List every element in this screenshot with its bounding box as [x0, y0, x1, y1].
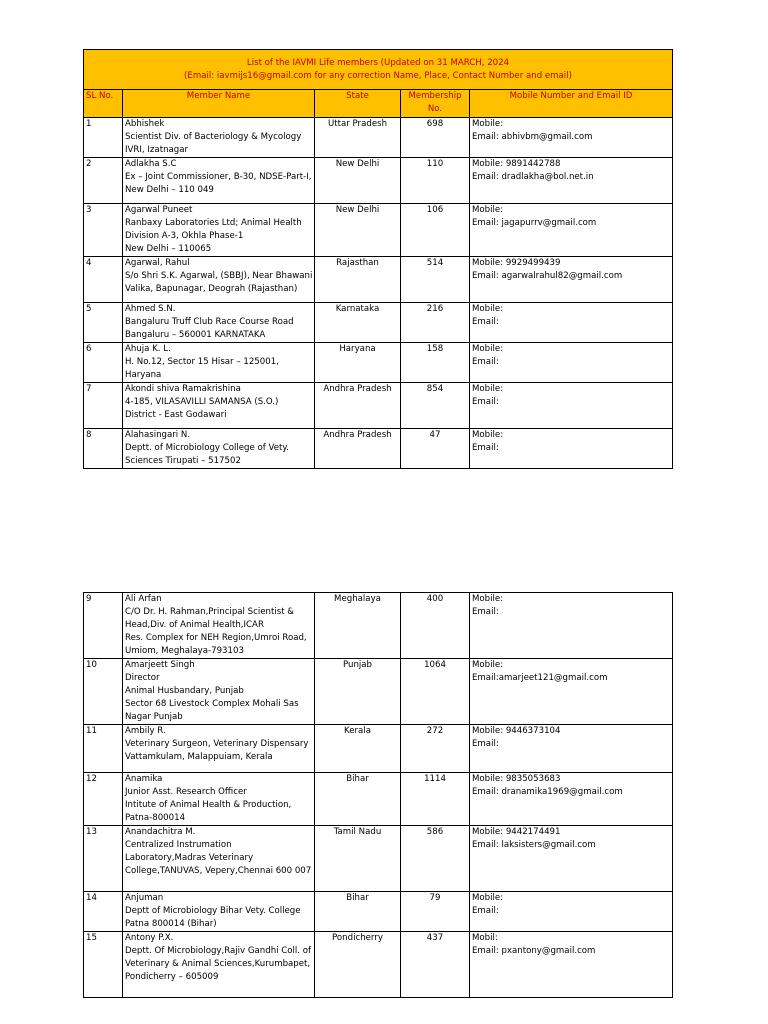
member-address-line: Umiom, Meghalaya-793103 — [125, 646, 244, 656]
member-address-line: H. No.12, Sector 15 Hisar – 125001, — [125, 357, 279, 367]
member-mobile: Mobile: — [472, 304, 504, 314]
members-table-page-2 — [83, 592, 673, 998]
member-mobile: Mobile: — [472, 660, 504, 670]
member-contact — [470, 429, 673, 469]
member-mobile: Mobile: — [472, 893, 504, 903]
member-row — [84, 892, 673, 932]
header-state: State — [315, 90, 401, 118]
member-membership-no: 1114 — [401, 773, 470, 826]
member-state: Haryana — [315, 343, 401, 383]
member-address-line: Nagar Punjab — [125, 712, 183, 722]
member-name-address — [123, 303, 315, 343]
member-mobile: Mobile: — [472, 344, 504, 354]
member-address-line: Sciences Tirupati – 517502 — [125, 456, 241, 466]
member-address-line: Deptt. of Microbiology College of Vety. — [125, 443, 289, 453]
member-name-address — [123, 257, 315, 303]
member-row — [84, 826, 673, 892]
member-address-line: Veterinary & Animal Sciences,Kurumbapet, — [125, 959, 311, 969]
member-email: Email: — [472, 397, 499, 407]
member-address-line: S/o Shri S.K. Agarwal, (SBBJ), Near Bhawani — [125, 271, 313, 281]
member-state: Uttar Pradesh — [315, 118, 401, 158]
member-name: Ambily R. — [125, 726, 166, 736]
member-address-line: 4-185, VILASAVILLI SAMANSA (S.O.) — [125, 397, 279, 407]
member-email: Email: — [472, 739, 499, 749]
member-contact — [470, 659, 673, 725]
member-row — [84, 303, 673, 343]
member-row — [84, 204, 673, 257]
member-name: Abhishek — [125, 119, 165, 129]
member-name-address — [123, 932, 315, 998]
member-contact — [470, 158, 673, 204]
list-title-line-2: (Email: iavmijs16@gmail.com for any correction Name, Place, Contact Number and email) — [184, 70, 572, 81]
member-name-address — [123, 158, 315, 204]
member-sl-no: 3 — [84, 204, 123, 257]
member-email: Email: — [472, 357, 499, 367]
member-contact — [470, 773, 673, 826]
member-sl-no: 1 — [84, 118, 123, 158]
member-address-line: Intitute of Animal Health & Production, — [125, 800, 292, 810]
member-state: Punjab — [315, 659, 401, 725]
member-address-line: Deptt of Microbiology Bihar Vety. College — [125, 906, 301, 916]
member-address-line: Pondicherry – 605009 — [125, 972, 219, 982]
title-row — [84, 50, 673, 90]
member-address-line: Deptt. Of Microbiology,Rajiv Gandhi Coll. of — [125, 946, 312, 956]
member-email: Email: — [472, 317, 499, 327]
member-email: Email: agarwalrahul82@gmail.com — [472, 271, 623, 281]
member-address-line: Scientist Div. of Bacteriology & Mycology — [125, 132, 302, 142]
member-name-address — [123, 343, 315, 383]
member-contact — [470, 725, 673, 773]
member-email: Email: — [472, 443, 499, 453]
member-name-address — [123, 773, 315, 826]
member-sl-no: 13 — [84, 826, 123, 892]
member-contact — [470, 932, 673, 998]
member-row — [84, 593, 673, 659]
member-name: Ali Arfan — [125, 594, 162, 604]
member-membership-no: 400 — [401, 593, 470, 659]
member-email: Email: jagapurrv@gmail.com — [472, 218, 597, 228]
member-sl-no: 4 — [84, 257, 123, 303]
member-email: Email: pxantony@gmail.com — [472, 946, 596, 956]
member-address-line: Ranbaxy Laboratories Ltd; Animal Health — [125, 218, 302, 228]
member-mobile: Mobile: 9929499439 — [472, 258, 561, 268]
member-mobile: Mobile: — [472, 119, 504, 129]
member-address-line: Sector 68 Livestock Complex Mohali Sas — [125, 699, 299, 709]
member-sl-no: 7 — [84, 383, 123, 429]
members-table-page-1 — [83, 49, 673, 469]
member-row — [84, 773, 673, 826]
member-address-line: New Delhi – 110065 — [125, 244, 212, 254]
header-contact: Mobile Number and Email ID — [470, 90, 673, 118]
member-sl-no: 12 — [84, 773, 123, 826]
member-mobile: Mobile: 9442174491 — [472, 827, 561, 837]
member-row — [84, 343, 673, 383]
member-row — [84, 257, 673, 303]
member-address-line: Animal Husbandary, Punjab — [125, 686, 244, 696]
member-address-line: Centralized Instrumation — [125, 840, 232, 850]
member-sl-no: 10 — [84, 659, 123, 725]
member-address-line: Head,Div. of Animal Health,ICAR — [125, 620, 264, 630]
member-mobile: Mobile: — [472, 384, 504, 394]
member-address-line: Division A-3, Okhla Phase-1 — [125, 231, 244, 241]
member-row — [84, 932, 673, 998]
member-contact — [470, 204, 673, 257]
member-membership-no: 110 — [401, 158, 470, 204]
member-row — [84, 725, 673, 773]
member-name: Anamika — [125, 774, 163, 784]
member-contact — [470, 118, 673, 158]
member-name-address — [123, 892, 315, 932]
member-contact — [470, 593, 673, 659]
member-address-line: Ex – Joint Commissioner, B-30, NDSE-Part-I, — [125, 172, 312, 182]
member-name-address — [123, 593, 315, 659]
member-name-address — [123, 429, 315, 469]
list-title — [84, 50, 673, 90]
member-address-line: Bangaluru Truff Club Race Course Road — [125, 317, 294, 327]
header-membership-line-1: Membership — [408, 91, 462, 101]
member-contact — [470, 343, 673, 383]
member-address-line: Valika, Bapunagar, Deograh (Rajasthan) — [125, 284, 298, 294]
member-row — [84, 659, 673, 725]
header-member-name: Member Name — [123, 90, 315, 118]
member-address-line: Veterinary Surgeon, Veterinary Dispensary — [125, 739, 309, 749]
member-name-address — [123, 826, 315, 892]
member-address-line: Junior Asst. Research Officer — [125, 787, 247, 797]
member-contact — [470, 257, 673, 303]
member-sl-no: 8 — [84, 429, 123, 469]
member-email: Email:amarjeet121@gmail.com — [472, 673, 608, 683]
member-email: Email: laksisters@gmail.com — [472, 840, 596, 850]
member-name: Ahmed S.N. — [125, 304, 176, 314]
member-name: Antony P.X. — [125, 933, 174, 943]
member-row — [84, 429, 673, 469]
member-row — [84, 118, 673, 158]
member-name: Agarwal, Rahul — [125, 258, 190, 268]
member-membership-no: 106 — [401, 204, 470, 257]
header-row — [84, 90, 673, 118]
member-membership-no: 158 — [401, 343, 470, 383]
member-state: Kerala — [315, 725, 401, 773]
header-sl-no: SL No. — [84, 90, 123, 118]
member-mobile: Mobil: — [472, 933, 498, 943]
member-name: Ahuja K. L. — [125, 344, 171, 354]
member-name: Anandachitra M. — [125, 827, 196, 837]
member-sl-no: 9 — [84, 593, 123, 659]
member-mobile: Mobile: 9891442788 — [472, 159, 561, 169]
member-name-address — [123, 383, 315, 429]
member-row — [84, 383, 673, 429]
member-email: Email: — [472, 906, 499, 916]
member-mobile: Mobile: — [472, 430, 504, 440]
member-address-line: C/O Dr. H. Rahman,Principal Scientist & — [125, 607, 294, 617]
member-address-line: College,TANUVAS, Vepery,Chennai 600 007 — [125, 866, 312, 876]
member-sl-no: 5 — [84, 303, 123, 343]
list-title-line-1: List of the IAVMI Life members (Updated on 31 MARCH, 2024 — [246, 57, 510, 68]
member-state: Pondicherry — [315, 932, 401, 998]
member-address-line: Patna 800014 (Bihar) — [125, 919, 217, 929]
member-contact — [470, 892, 673, 932]
member-membership-no: 216 — [401, 303, 470, 343]
member-name: Agarwal Puneet — [125, 205, 193, 215]
member-name-address — [123, 204, 315, 257]
member-address-line: IVRI, Izatnagar — [125, 145, 189, 155]
member-email: Email: dradlakha@bol.net.in — [472, 172, 594, 182]
member-email: Email: — [472, 607, 499, 617]
member-contact — [470, 303, 673, 343]
member-name-address — [123, 725, 315, 773]
member-mobile: Mobile: 9446373104 — [472, 726, 561, 736]
member-address-line: Bangaluru – 560001 KARNATAKA — [125, 330, 266, 340]
member-address-line: Patna-800014 — [125, 813, 186, 823]
header-membership-line-2: No. — [427, 104, 443, 114]
member-state: Bihar — [315, 773, 401, 826]
member-membership-no: 1064 — [401, 659, 470, 725]
member-name: Akondi shiva Ramakrishina — [125, 384, 241, 394]
member-membership-no: 854 — [401, 383, 470, 429]
member-email: Email: dranamika1969@gmail.com — [472, 787, 623, 797]
member-state: New Delhi — [315, 158, 401, 204]
member-contact — [470, 383, 673, 429]
member-contact — [470, 826, 673, 892]
member-sl-no: 15 — [84, 932, 123, 998]
member-row — [84, 158, 673, 204]
member-state: Karnataka — [315, 303, 401, 343]
member-state: Tamil Nadu — [315, 826, 401, 892]
member-name: Anjuman — [125, 893, 164, 903]
member-sl-no: 2 — [84, 158, 123, 204]
member-mobile: Mobile: 9835053683 — [472, 774, 561, 784]
member-state: Rajasthan — [315, 257, 401, 303]
member-sl-no: 6 — [84, 343, 123, 383]
member-name: Amarjeett Singh — [125, 660, 195, 670]
member-address-line: Laboratory,Madras Veterinary — [125, 853, 254, 863]
member-state: New Delhi — [315, 204, 401, 257]
member-state: Meghalaya — [315, 593, 401, 659]
member-membership-no: 698 — [401, 118, 470, 158]
member-membership-no: 586 — [401, 826, 470, 892]
member-name: Adlakha S.C — [125, 159, 177, 169]
member-mobile: Mobile: — [472, 205, 504, 215]
member-address-line: Res. Complex for NEH Region,Umroi Road, — [125, 633, 307, 643]
member-state: Andhra Pradesh — [315, 383, 401, 429]
member-address-line: Haryana — [125, 370, 162, 380]
member-sl-no: 14 — [84, 892, 123, 932]
member-address-line: District - East Godawari — [125, 410, 227, 420]
member-name-address — [123, 659, 315, 725]
member-membership-no: 437 — [401, 932, 470, 998]
member-membership-no: 79 — [401, 892, 470, 932]
member-membership-no: 47 — [401, 429, 470, 469]
member-mobile: Mobile: — [472, 594, 504, 604]
member-address-line: New Delhi – 110 049 — [125, 185, 214, 195]
member-address-line: Director — [125, 673, 160, 683]
member-state: Bihar — [315, 892, 401, 932]
member-name: Alahasingari N. — [125, 430, 191, 440]
member-sl-no: 11 — [84, 725, 123, 773]
member-state: Andhra Pradesh — [315, 429, 401, 469]
member-membership-no: 272 — [401, 725, 470, 773]
member-address-line: Vattamkulam, Malappuiam, Kerala — [125, 752, 273, 762]
member-email: Email: abhivbm@gmail.com — [472, 132, 593, 142]
member-name-address — [123, 118, 315, 158]
header-membership-no — [401, 90, 470, 118]
member-membership-no: 514 — [401, 257, 470, 303]
